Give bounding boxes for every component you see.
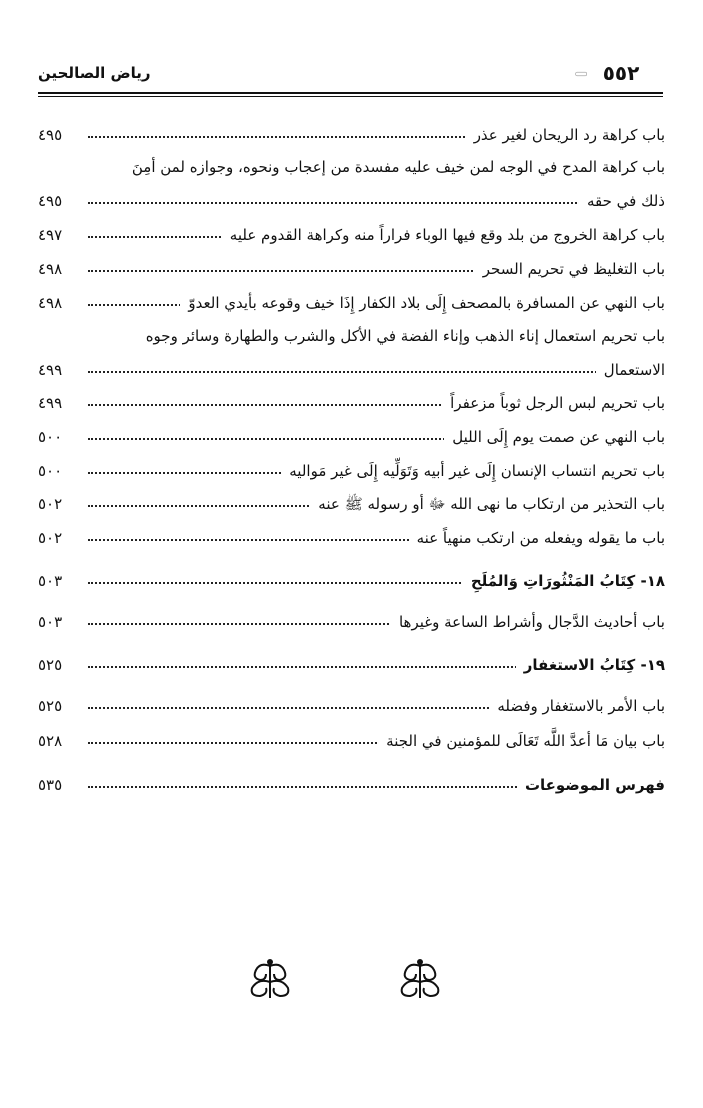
entry-title: ١٨- كِتَابُ المَنْثُورَاتِ وَالمُلَحِ [463,567,665,595]
entry-page: ٤٩٧ [38,221,68,249]
page-number: ٥٥٢ [602,61,640,85]
entry-page: ٤٩٨ [38,289,68,317]
entry-page: ٤٩٨ [38,255,68,283]
entry-title: باب تحريم لبس الرجل ثوباً مزعفراً [442,389,665,417]
entry-title: باب كراهة رد الريحان لغير عذر [466,121,665,149]
header-rule [38,92,663,94]
toc-entry[interactable] [38,692,665,720]
toc-entry[interactable] [38,389,665,417]
toc-entry-book[interactable] [38,567,665,595]
entry-page: ٥٢٨ [38,727,68,755]
entry-title-line1: باب كراهة المدح في الوجه لمن خيف عليه مفسدة من إعجاب ونحوه، وجوازه لمن أمِنَ [131,158,665,176]
entry-page: ٥٠٣ [38,567,68,595]
toc-entry-index[interactable] [38,771,665,799]
entry-title: باب أحاديث الدَّجال وأشراط الساعة وغيرها [391,608,665,636]
floral-ornament-icon [396,958,444,1002]
entry-page: ٥٣٥ [38,771,68,799]
page-header [38,58,663,94]
entry-title: باب التحذير من ارتكاب ما نهى الله ﷻ أو رسوله ﷺ عنه [310,490,665,518]
toc-entry[interactable] [38,356,665,384]
toc-entry[interactable] [38,490,665,518]
toc-entry[interactable] [38,187,665,215]
toc-entry-line1[interactable] [38,322,665,350]
entry-title: باب بيان مَا أعدَّ اللَّه تَعَالَى للمؤمنين في الجنة [378,727,665,755]
toc-entry[interactable] [38,457,665,485]
entry-page: ٥٢٥ [38,692,68,720]
toc-entry[interactable] [38,221,665,249]
entry-page: ٥٢٥ [38,651,68,679]
entry-title: الاستعمال [596,356,665,384]
toc-entry[interactable] [38,524,665,552]
entry-title-line1: باب تحريم استعمال إناء الذهب وإناء الفضة في الأكل والشرب والطهارة وسائر وجوه [145,327,665,345]
toc-entry[interactable] [38,121,665,149]
floral-ornament-icon [246,958,294,1002]
entry-page: ٤٩٩ [38,356,68,384]
entry-title: فهرس الموضوعات [517,771,665,799]
entry-page: ٤٩٩ [38,389,68,417]
header-rule-thin [38,96,663,97]
toc-entry-line1[interactable] [38,153,665,181]
entry-page: ٥٠٢ [38,524,68,552]
dot-leader [88,371,665,373]
entry-page: ٥٠٠ [38,423,68,451]
running-title: رياض الصالحين [38,64,151,82]
entry-title: باب النهي عن المسافرة بالمصحف إِلَى بلاد الكفار إِذَا خيف وقوعه بأيدي العدوّ [180,289,665,317]
entry-page: ٥٠٢ [38,490,68,518]
entry-title: باب تحريم انتساب الإنسان إِلَى غير أبيه وَتَوَلِّيه إِلَى غير مَواليه [281,457,665,485]
entry-page: ٤٩٥ [38,121,68,149]
entry-title: باب ما يقوله ويفعله من ارتكب منهياً عنه [409,524,665,552]
toc-entry[interactable] [38,423,665,451]
entry-page: ٥٠٠ [38,457,68,485]
toc-entry[interactable] [38,608,665,636]
entry-title: باب كراهة الخروج من بلد وقع فيها الوباء فراراً منه وكراهة القدوم عليه [222,221,665,249]
entry-title: ذلك في حقه [579,187,665,215]
entry-page: ٥٠٣ [38,608,68,636]
toc-entry[interactable] [38,255,665,283]
toc-entry[interactable] [38,289,665,317]
entry-title: باب الأمر بالاستغفار وفضله [489,692,665,720]
toc-entry-book[interactable] [38,651,665,679]
entry-page: ٤٩٥ [38,187,68,215]
entry-title: باب النهي عن صمت يوم إِلَى الليل [444,423,665,451]
toc-entry[interactable] [38,727,665,755]
entry-title: ١٩- كِتَابُ الاستغفار [516,651,665,679]
entry-title: باب التغليظ في تحريم السحر [475,255,665,283]
